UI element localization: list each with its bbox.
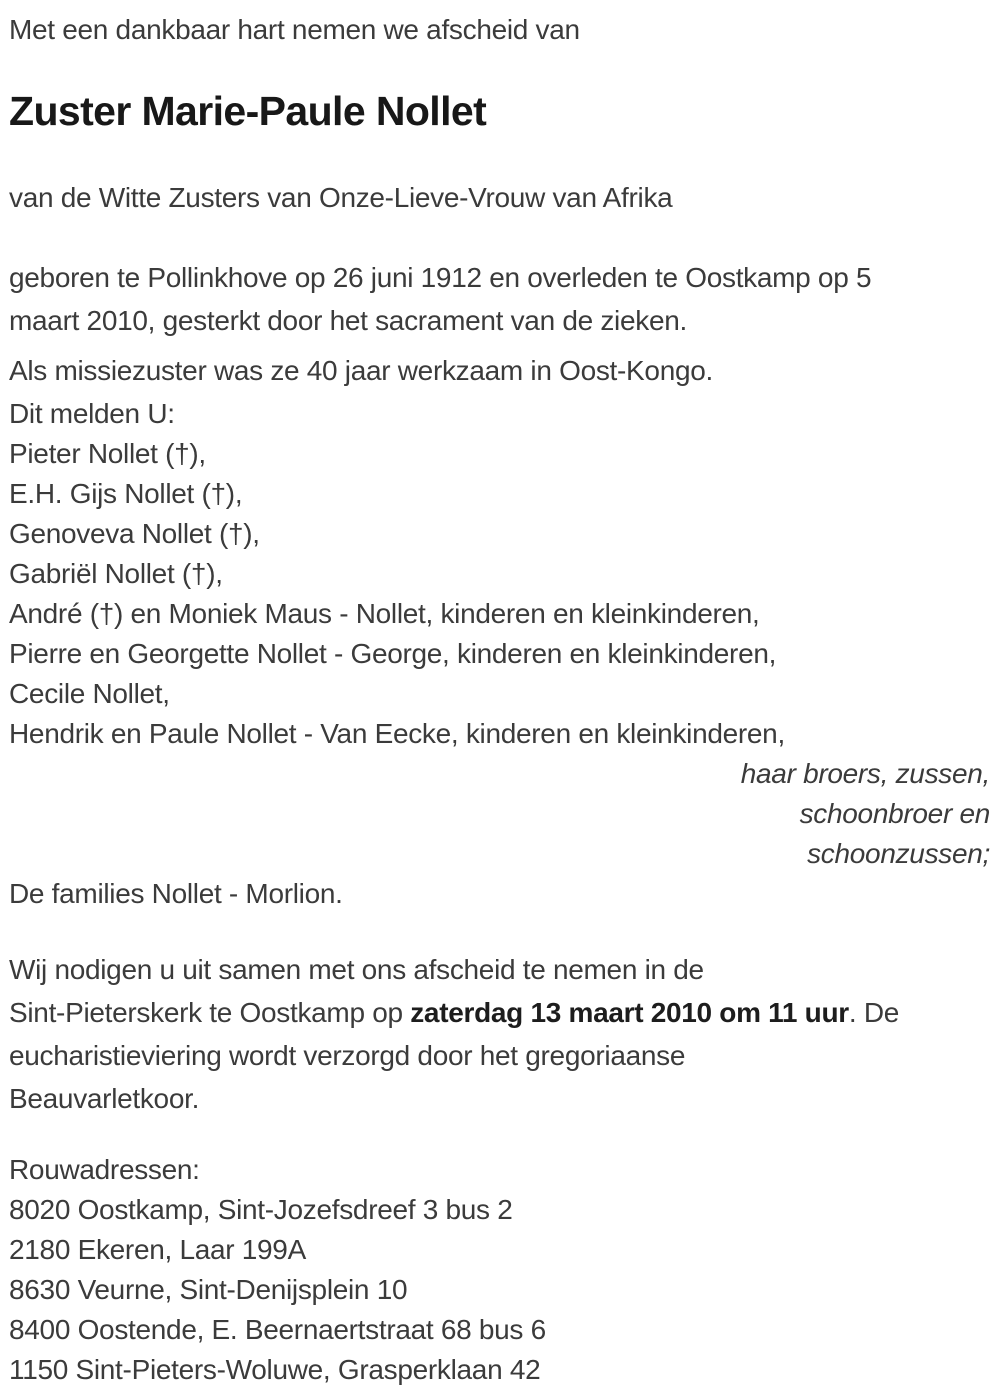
announcer-line: E.H. Gijs Nollet (†),	[9, 478, 243, 509]
relations-block	[9, 754, 990, 874]
life-dates-paragraph	[9, 256, 990, 342]
invitation-line-4: Beauvarletkoor.	[9, 1083, 200, 1114]
addresses-heading: Rouwadressen:	[9, 1154, 200, 1185]
announcer-line: Pierre en Georgette Nollet - George, kinderen en kleinkinderen,	[9, 638, 777, 669]
announcer-line: Pieter Nollet (†),	[9, 438, 206, 469]
announcement-heading: Dit melden U:	[9, 398, 175, 429]
address-line: 2180 Ekeren, Laar 199A	[9, 1234, 306, 1265]
intro-line: Met een dankbaar hart nemen we afscheid van	[9, 14, 580, 45]
announcer-line: Hendrik en Paule Nollet - Van Eecke, kinderen en kleinkinderen,	[9, 718, 785, 749]
life-dates-line-2: maart 2010, gesterkt door het sacrament van de zieken.	[9, 305, 687, 336]
address-line: 1150 Sint-Pieters-Woluwe, Grasperklaan 42	[9, 1354, 541, 1385]
relations-line: haar broers, zussen,	[740, 758, 990, 789]
invitation-paragraph	[9, 948, 990, 1120]
invitation-line-2-post: . De	[848, 997, 900, 1028]
relations-line: schoonbroer en	[799, 798, 990, 829]
families-line: De families Nollet - Morlion.	[9, 878, 343, 909]
announcer-line: Gabriël Nollet (†),	[9, 558, 223, 589]
addresses-list	[9, 1190, 990, 1390]
mission-line: Als missiezuster was ze 40 jaar werkzaam in Oost-Kongo.	[9, 355, 713, 386]
invitation-line-3: eucharistieviering wordt verzorgd door het gregoriaanse	[9, 1040, 686, 1071]
announcer-line: Genoveva Nollet (†),	[9, 518, 260, 549]
address-line: 8400 Oostende, E. Beernaertstraat 68 bus 6	[9, 1314, 546, 1345]
relations-line: schoonzussen;	[807, 838, 990, 869]
funeral-datetime: zaterdag 13 maart 2010 om 11 uur	[410, 997, 849, 1028]
life-dates-line-1: geboren te Pollinkhove op 26 juni 1912 en overleden te Oostkamp op 5	[9, 262, 872, 293]
announcer-line: Cecile Nollet,	[9, 678, 170, 709]
deceased-name: Zuster Marie-Paule Nollet	[9, 88, 487, 134]
invitation-line-2	[9, 991, 990, 1034]
invitation-line-1: Wij nodigen u uit samen met ons afscheid te nemen in de	[9, 954, 704, 985]
announcers-list	[9, 434, 990, 754]
announcer-line: André (†) en Moniek Maus - Nollet, kinderen en kleinkinderen,	[9, 598, 760, 629]
address-line: 8020 Oostkamp, Sint-Jozefsdreef 3 bus 2	[9, 1194, 513, 1225]
invitation-line-2-pre: Sint-Pieterskerk te Oostkamp op	[9, 997, 411, 1028]
congregation-line: van de Witte Zusters van Onze-Lieve-Vrouw van Afrika	[9, 182, 673, 213]
address-line: 8630 Veurne, Sint-Denijsplein 10	[9, 1274, 408, 1305]
